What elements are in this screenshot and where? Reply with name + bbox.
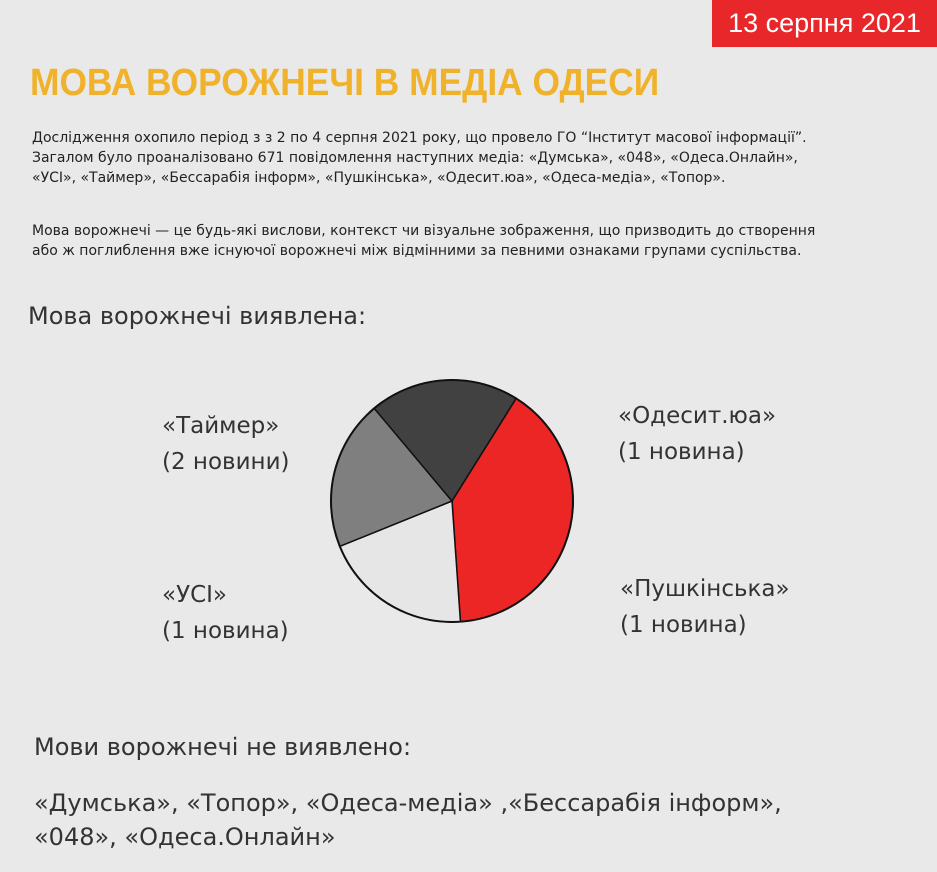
date-badge: 13 серпня 2021 bbox=[712, 0, 937, 47]
intro-line: Загалом було проаналізовано 671 повідомлення наступних медіа: «Думська», «048», «Одеса.Онлайн», bbox=[32, 150, 798, 166]
not-found-list bbox=[34, 786, 914, 854]
pie-label-taimer bbox=[162, 408, 290, 480]
not-found-line: «Думська», «Топор», «Одеса-медіа» ,«Бессарабія інформ», bbox=[34, 789, 782, 817]
definition-line: або ж поглиблення вже існуючої ворожнечі між відмінними за певними ознаками групами суспільства. bbox=[32, 243, 802, 259]
not-found-heading: Мови ворожнечі не виявлено: bbox=[34, 733, 412, 761]
pie-label-pushkinska bbox=[620, 571, 790, 643]
intro-line: «УСІ», «Таймер», «Бессарабія інформ», «Пушкінська», «Одесит.юа», «Одеса-медіа», «Топор». bbox=[32, 170, 726, 186]
definition-text bbox=[32, 221, 912, 261]
pie-chart-svg bbox=[0, 360, 937, 680]
definition-line: Мова ворожнечі — це будь-які вислови, контекст чи візуальне зображення, що призводить до створення bbox=[32, 223, 816, 239]
pie-label-usi bbox=[162, 577, 289, 649]
intro-text bbox=[32, 128, 912, 188]
pie-label-count: (1 новина) bbox=[620, 612, 747, 638]
pie-label-name: «Одесит.юа» bbox=[618, 403, 777, 429]
intro-line: Дослідження охопило період з з 2 по 4 серпня 2021 року, що провело ГО “Інститут масової інформації”. bbox=[32, 130, 807, 146]
pie-label-count: (1 новина) bbox=[162, 618, 289, 644]
not-found-line: «048», «Одеса.Онлайн» bbox=[34, 823, 336, 851]
pie-label-name: «Таймер» bbox=[162, 413, 280, 439]
found-heading: Мова ворожнечі виявлена: bbox=[28, 302, 367, 330]
pie-chart bbox=[0, 360, 937, 680]
page-title: МОВА ВОРОЖНЕЧІ В МЕДІА ОДЕСИ bbox=[30, 62, 660, 104]
pie-label-name: «Пушкінська» bbox=[620, 576, 790, 602]
pie-label-count: (1 новина) bbox=[618, 439, 745, 465]
pie-label-odesit bbox=[618, 398, 776, 470]
pie-label-name: «УСІ» bbox=[162, 582, 228, 608]
pie-label-count: (2 новини) bbox=[162, 449, 290, 475]
